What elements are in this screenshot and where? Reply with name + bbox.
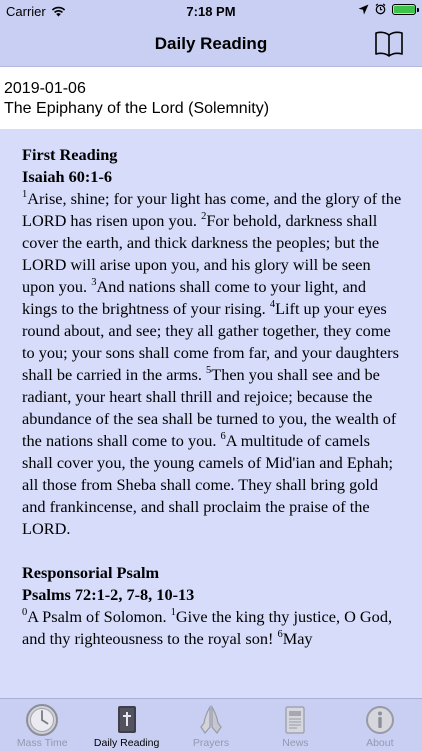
first-reading-heading: First Reading: [22, 145, 118, 164]
nav-title: Daily Reading: [154, 34, 268, 53]
verse-text: Arise, shine; for your light has come, and the glory of the LORD has risen upon you.: [22, 189, 402, 230]
verse-number: 2: [201, 210, 207, 222]
alarm-icon: [375, 3, 386, 15]
verse-number: 5: [206, 364, 212, 376]
praying-hands-icon: [194, 703, 228, 737]
verse-number: 1: [170, 606, 176, 618]
verse-number: 1: [22, 188, 28, 200]
reading-header: [0, 67, 422, 129]
verse-number: 4: [269, 298, 276, 310]
verse-text: Lift up your eyes round about, and see; they all gather together, they come to you; your sons shall come from far, and your daughters shall be carried in the arms.: [22, 299, 399, 384]
verse-text: And nations shall come to your light, and kings to the brightness of your rising.: [22, 277, 366, 318]
verse-text: A multitude of camels shall cover you, the young camels of Mid'ian and Ephah; all those from Sheba shall come. They shall bring gold and frankincense, and shall proclaim the praise of the LORD.: [22, 431, 393, 538]
first-reading-section: [22, 144, 404, 540]
clock-icon: [25, 703, 59, 737]
info-icon: [363, 703, 397, 737]
verse-number: 0: [22, 606, 28, 618]
battery-icon: [392, 4, 416, 15]
status-time: 7:18 PM: [186, 4, 236, 19]
tab-label: About: [366, 737, 394, 749]
verse-text: Give the king thy justice, O God, and thy righteousness to the royal son!: [22, 607, 393, 648]
open-book-button[interactable]: [374, 30, 404, 58]
tab-about[interactable]: [338, 699, 422, 751]
verse-text: Then you shall see and be radiant, your heart shall thrill and rejoice; because the abundance of the sea shall be turned to you, the wealth of the nations shall come to you.: [22, 365, 397, 450]
reading-date: 2019-01-06: [4, 80, 86, 97]
tab-label: Daily Reading: [93, 737, 160, 749]
verse-text: May: [282, 629, 313, 648]
tab-label: Prayers: [192, 737, 230, 749]
verse-text: A Psalm of Solomon.: [27, 607, 171, 626]
bible-icon: [110, 703, 144, 737]
tab-prayers[interactable]: [169, 699, 253, 751]
verse-number: 6: [277, 628, 283, 640]
psalm-text: [22, 606, 404, 650]
location-arrow-icon: [358, 4, 369, 15]
first-reading-text: [22, 188, 404, 540]
psalm-reference: Psalms 72:1-2, 7-8, 10-13: [22, 585, 195, 604]
newspaper-icon: [278, 703, 312, 737]
tab-label: Mass Time: [16, 737, 68, 749]
tab-mass-time[interactable]: [0, 699, 84, 751]
feast-title: The Epiphany of the Lord (Solemnity): [4, 100, 270, 117]
status-bar: [0, 0, 422, 22]
verse-number: 3: [91, 276, 97, 288]
first-reading-reference: Isaiah 60:1-6: [22, 167, 113, 186]
tab-bar: [0, 698, 422, 751]
verse-number: 6: [220, 430, 226, 442]
tab-daily-reading[interactable]: [84, 699, 168, 751]
open-book-icon: [374, 30, 404, 58]
carrier-label: Carrier: [6, 4, 46, 19]
navigation-bar: [0, 22, 422, 67]
psalm-section: [22, 562, 404, 650]
tab-news[interactable]: [253, 699, 337, 751]
tab-label: News: [282, 737, 309, 749]
psalm-heading: Responsorial Psalm: [22, 563, 160, 582]
reading-content[interactable]: [0, 129, 422, 698]
verse-text: For behold, darkness shall cover the earth, and thick darkness the peoples; but the LORD will arise upon you, and his glory will be seen upon you.: [22, 211, 380, 296]
